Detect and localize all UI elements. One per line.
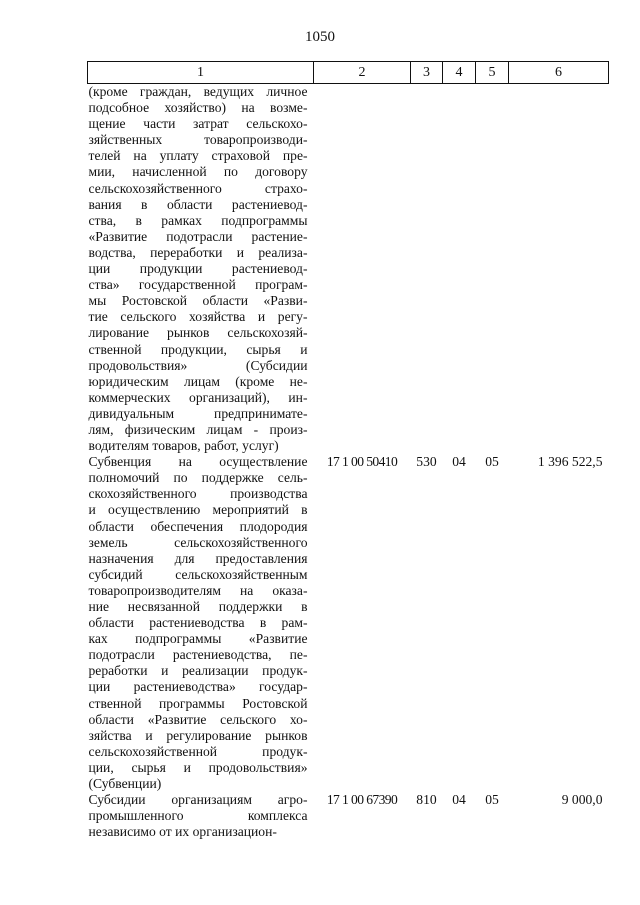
description-line: мы Ростовской области «Разви- — [88, 293, 308, 309]
description-line: назначения для предоставления — [88, 550, 308, 566]
row-expense-type — [411, 84, 443, 455]
description-line: субсидий сельскохозяйственным — [88, 566, 308, 582]
description-line: полномочий по поддержке сель- — [88, 470, 308, 486]
budget-table — [87, 61, 609, 840]
description-line: водства, переработки и реализа- — [88, 244, 308, 260]
description-line: области обеспечения плодородия — [88, 518, 308, 534]
description-line: вания в области растениевод- — [88, 196, 308, 212]
row-section: 04 — [452, 792, 466, 808]
description-line: сельскохозяйственной продук- — [88, 743, 308, 759]
description-line: телей на уплату страховой пре- — [88, 148, 308, 164]
description-line: ции растениеводства» государ- — [88, 679, 308, 695]
row-target-code: 17 1 00 50410 — [326, 454, 398, 470]
description-line: ственной продукции, сырья и — [88, 341, 308, 357]
header-col-3: 3 — [411, 62, 443, 84]
row-description — [88, 84, 314, 455]
row-amount: 1 396 522,5 — [537, 454, 603, 470]
description-line: и осуществлению мероприятий в — [88, 502, 308, 518]
description-line: юридическим лицам (кроме не- — [88, 373, 308, 389]
description-line: подотрасли растениеводства, пе- — [88, 647, 308, 663]
table-row — [88, 454, 609, 792]
description-line: дивидуальным предпринимате- — [88, 405, 308, 421]
row-subsection: 05 — [485, 454, 499, 470]
row-target-code — [314, 84, 411, 455]
header-col-5: 5 — [476, 62, 509, 84]
description-line: тие сельского хозяйства и регу- — [88, 309, 308, 325]
table-header — [88, 62, 609, 84]
table-row — [88, 792, 609, 840]
header-col-2: 2 — [314, 62, 411, 84]
description-line: щение части затрат сельскохо- — [88, 116, 308, 132]
description-line: независимо от их организацион- — [88, 824, 277, 840]
table-row — [88, 84, 609, 455]
row-subsection: 05 — [485, 792, 499, 808]
row-expense-type: 530 — [416, 454, 437, 470]
row-description — [88, 792, 314, 840]
description-line: (Субвенции) — [88, 776, 162, 792]
description-line: водителям товаров, работ, услуг) — [88, 438, 279, 454]
description-line: ственной программы Ростовской — [88, 695, 308, 711]
row-amount: 9 000,0 — [561, 792, 603, 808]
description-line: области растениеводства в рам- — [88, 615, 308, 631]
description-line: продовольствия» (Субсидии — [88, 357, 308, 373]
description-line: Субвенция на осуществление — [88, 454, 308, 470]
description-line: коммерческих организаций), ин- — [88, 389, 308, 405]
row-expense-type: 810 — [416, 792, 437, 808]
description-line: «Развитие подотрасли растение- — [88, 228, 308, 244]
description-line: ции продукции растениевод- — [88, 261, 308, 277]
description-line: сельскохозяйственного страхо- — [88, 180, 308, 196]
description-line: реработки и реализации продук- — [88, 663, 308, 679]
description-line: промышленного комплекса — [88, 808, 308, 824]
description-line: ции, сырья и продовольствия» — [88, 759, 308, 775]
row-target-code: 17 1 00 67390 — [326, 792, 398, 808]
header-col-1: 1 — [88, 62, 314, 84]
description-line: товаропроизводителям на оказа- — [88, 582, 308, 598]
row-section: 04 — [452, 454, 466, 470]
description-line: мии, начисленной по договору — [88, 164, 308, 180]
description-line: ства, в рамках подпрограммы — [88, 212, 308, 228]
description-line: Субсидии организациям агро- — [88, 792, 308, 808]
page-number: 1050 — [305, 29, 335, 45]
header-row — [88, 62, 609, 84]
description-line: скохозяйственного производства — [88, 486, 308, 502]
row-amount — [509, 84, 609, 455]
header-col-6: 6 — [509, 62, 609, 84]
description-line: земель сельскохозяйственного — [88, 534, 308, 550]
description-line: подсобное хозяйство) на возме- — [88, 100, 308, 116]
row-section — [443, 84, 476, 455]
description-line: зяйства и регулирование рынков — [88, 727, 308, 743]
row-subsection — [476, 84, 509, 455]
description-line: лям, физическим лицам - произ- — [88, 421, 308, 437]
description-line: ние несвязанной поддержки в — [88, 599, 308, 614]
description-line: (кроме граждан, ведущих личное — [88, 84, 308, 99]
description-line: ках подпрограммы «Развитие — [88, 631, 308, 647]
row-description — [88, 454, 314, 792]
description-line: области «Развитие сельского хо- — [88, 711, 308, 727]
description-line: зяйственных товаропроизводи- — [88, 132, 308, 148]
description-line: ства» государственной програм- — [88, 277, 308, 293]
header-col-4: 4 — [443, 62, 476, 84]
description-line: лирование рынков сельскохозяй- — [88, 325, 308, 341]
